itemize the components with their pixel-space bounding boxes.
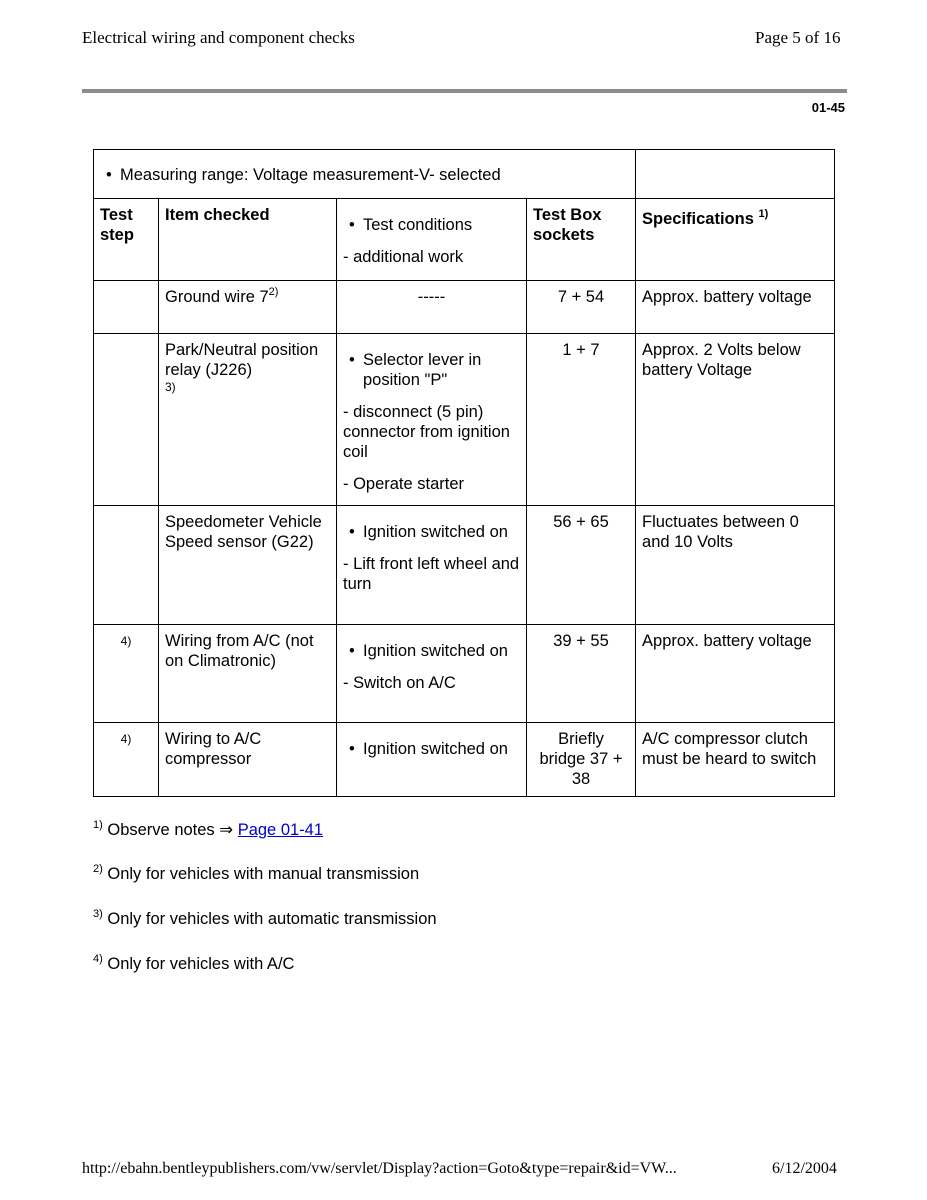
bullet-icon: • — [349, 351, 355, 369]
header-test-conditions-label: Test conditions — [363, 216, 473, 234]
table-row — [94, 723, 835, 797]
bullet-icon: • — [106, 166, 112, 184]
bullet-icon: • — [349, 216, 355, 234]
condition-item — [343, 350, 520, 390]
specification: Approx. 2 Volts below battery Voltage — [636, 334, 835, 506]
page-link[interactable]: Page 01-41 — [237, 821, 324, 839]
item-checked: Wiring from A/C (not on Climatronic) — [159, 625, 337, 723]
table-header-row — [94, 199, 835, 281]
arrow-right-icon: ⇒ — [219, 821, 234, 839]
test-box-sockets: Briefly bridge 37 + 38 — [527, 723, 636, 797]
item-checked: Park/Neutral position relay (J226) — [165, 341, 319, 379]
footer-date: 6/12/2004 — [772, 1160, 837, 1177]
additional-work: - Lift front left wheel and turn — [343, 555, 520, 593]
step-cell: 4) — [94, 625, 159, 723]
test-specification-table — [93, 149, 835, 797]
condition-item — [343, 641, 520, 661]
footnote-item — [93, 820, 437, 865]
header-test-conditions — [343, 215, 520, 235]
footnote-mark: 1) — [93, 819, 103, 831]
additional-work: - Operate starter — [343, 475, 465, 493]
table-row — [94, 506, 835, 625]
condition-text: Selector lever in position "P" — [363, 351, 482, 389]
additional-work: - disconnect (5 pin) connector from ignition coil — [343, 403, 510, 461]
specifications-footnote-ref: 1) — [758, 208, 769, 220]
header-item-checked: Item checked — [159, 199, 337, 281]
footer-url: http://ebahn.bentleypublishers.com/vw/servlet/Display?action=Goto&type=repair&id=VW... — [82, 1160, 677, 1177]
item-checked: Ground wire 7 — [165, 288, 269, 306]
measuring-range-label: Measuring range: Voltage measurement-V- selected — [120, 166, 501, 184]
step-cell — [94, 281, 159, 334]
specification: Approx. battery voltage — [636, 625, 835, 723]
header-specifications: Specifications — [642, 210, 754, 228]
condition-text: Ignition switched on — [363, 642, 508, 660]
step-cell — [94, 334, 159, 506]
additional-work: - Switch on A/C — [343, 674, 456, 692]
bullet-icon: • — [349, 740, 355, 758]
header-additional-work: - additional work — [343, 248, 464, 266]
condition-item — [343, 522, 520, 542]
header-test-box-sockets: Test Box sockets — [527, 199, 636, 281]
specification: Approx. battery voltage — [636, 281, 835, 334]
header-divider — [82, 89, 847, 93]
item-checked: Speedometer Vehicle Speed sensor (G22) — [159, 506, 337, 625]
step-cell: 4) — [94, 723, 159, 797]
item-checked: Wiring to A/C compressor — [159, 723, 337, 797]
page-number: Page 5 of 16 — [755, 28, 841, 47]
footnote-text: Only for vehicles with automatic transmission — [107, 910, 437, 928]
test-box-sockets: 39 + 55 — [527, 625, 636, 723]
footnote-item — [93, 910, 437, 955]
bullet-icon: • — [349, 523, 355, 541]
condition-text: Ignition switched on — [363, 523, 508, 541]
footnote-mark: 2) — [93, 863, 103, 875]
footnote-ref: 2) — [268, 286, 279, 298]
test-box-sockets: 1 + 7 — [527, 334, 636, 506]
condition-item — [343, 739, 520, 759]
specification: A/C compressor clutch must be heard to switch — [636, 723, 835, 797]
footnote-text: Only for vehicles with A/C — [107, 955, 295, 973]
footnote-item — [93, 955, 437, 1000]
specification: Fluctuates between 0 and 10 Volts — [636, 506, 835, 625]
test-box-sockets: 7 + 54 — [527, 281, 636, 334]
footnotes — [93, 820, 437, 1000]
test-conditions: ----- — [337, 281, 527, 334]
document-title: Electrical wiring and component checks — [82, 28, 355, 47]
measuring-range-item — [100, 165, 629, 185]
step-cell — [94, 506, 159, 625]
footnote-ref: 3) — [165, 380, 176, 394]
table-row — [94, 281, 835, 334]
section-code: 01-45 — [811, 100, 845, 115]
bullet-icon: • — [349, 642, 355, 660]
test-box-sockets: 56 + 65 — [527, 506, 636, 625]
footnote-item — [93, 865, 437, 910]
footnote-text: Observe notes — [107, 821, 215, 839]
condition-text: Ignition switched on — [363, 740, 508, 758]
header-test-step: Test step — [94, 199, 159, 281]
table-row — [94, 625, 835, 723]
table-row — [94, 334, 835, 506]
footnote-text: Only for vehicles with manual transmission — [107, 865, 420, 883]
footnote-mark: 3) — [93, 908, 103, 920]
measuring-range-row — [94, 150, 835, 199]
footnote-mark: 4) — [93, 953, 103, 965]
